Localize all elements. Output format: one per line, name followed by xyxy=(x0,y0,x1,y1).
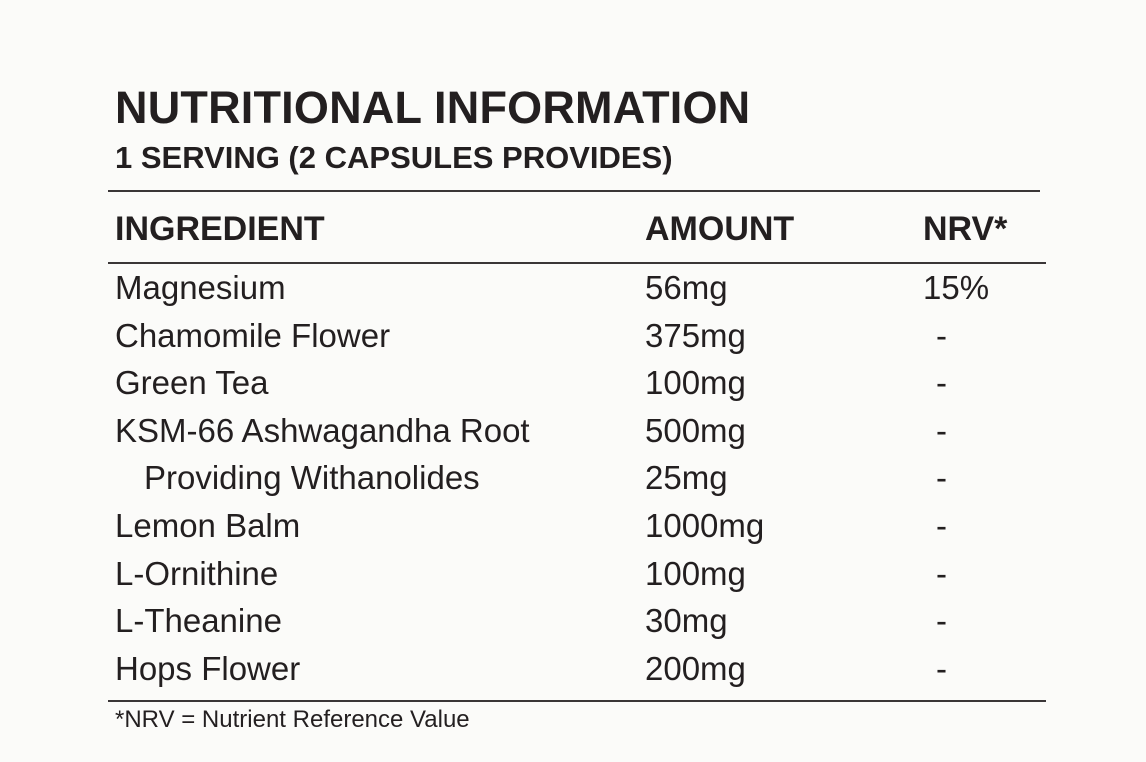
nrv-cell: - xyxy=(936,649,947,687)
header-divider xyxy=(108,262,1046,264)
table-row xyxy=(108,552,1046,600)
ingredient-cell: Chamomile Flower xyxy=(115,316,391,354)
table-row xyxy=(108,409,1046,457)
ingredient-cell: KSM-66 Ashwagandha Root xyxy=(115,411,530,449)
top-divider xyxy=(108,190,1040,192)
nrv-cell: 15% xyxy=(923,269,990,306)
table-row xyxy=(108,647,1046,695)
amount-cell: 25mg xyxy=(645,459,728,497)
nrv-cell: - xyxy=(936,554,947,592)
ingredient-cell: L-Ornithine xyxy=(115,554,279,592)
amount-cell: 56mg xyxy=(645,269,728,306)
amount-cell: 30mg xyxy=(645,602,728,640)
table-row xyxy=(108,266,1046,314)
ingredient-cell: Providing Withanolides xyxy=(144,459,480,497)
bottom-divider xyxy=(108,700,1046,702)
footnote: *NRV = Nutrient Reference Value xyxy=(115,706,470,733)
ingredient-cell: Green Tea xyxy=(115,364,269,402)
table-row xyxy=(108,361,1046,409)
column-header-amount: AMOUNT xyxy=(645,210,795,248)
table-row-subitem xyxy=(108,456,1046,504)
amount-cell: 200mg xyxy=(645,649,746,687)
ingredient-cell: Lemon Balm xyxy=(115,506,301,544)
amount-cell: 1000mg xyxy=(645,506,765,544)
amount-cell: 375mg xyxy=(645,316,746,354)
nrv-cell: - xyxy=(936,411,947,449)
table-body xyxy=(108,266,1046,694)
ingredient-cell: Hops Flower xyxy=(115,649,301,687)
table-row xyxy=(108,504,1046,552)
table-row xyxy=(108,599,1046,647)
amount-cell: 500mg xyxy=(645,411,746,449)
table-header xyxy=(108,209,1046,249)
nrv-cell: - xyxy=(936,602,947,640)
ingredient-cell: Magnesium xyxy=(115,269,286,306)
amount-cell: 100mg xyxy=(645,554,746,592)
nrv-cell: - xyxy=(936,506,947,544)
ingredient-cell: L-Theanine xyxy=(115,602,282,640)
amount-cell: 100mg xyxy=(645,364,746,402)
table-row xyxy=(108,314,1046,362)
nrv-cell: - xyxy=(936,316,947,354)
nrv-cell: - xyxy=(936,364,947,402)
nutrition-panel xyxy=(108,0,1046,762)
serving-subtitle: 1 SERVING (2 CAPSULES PROVIDES) xyxy=(115,140,673,175)
column-header-ingredient: INGREDIENT xyxy=(115,210,325,248)
nrv-cell: - xyxy=(936,459,947,497)
page-title: NUTRITIONAL INFORMATION xyxy=(115,82,751,133)
column-header-nrv: NRV* xyxy=(923,210,1008,248)
